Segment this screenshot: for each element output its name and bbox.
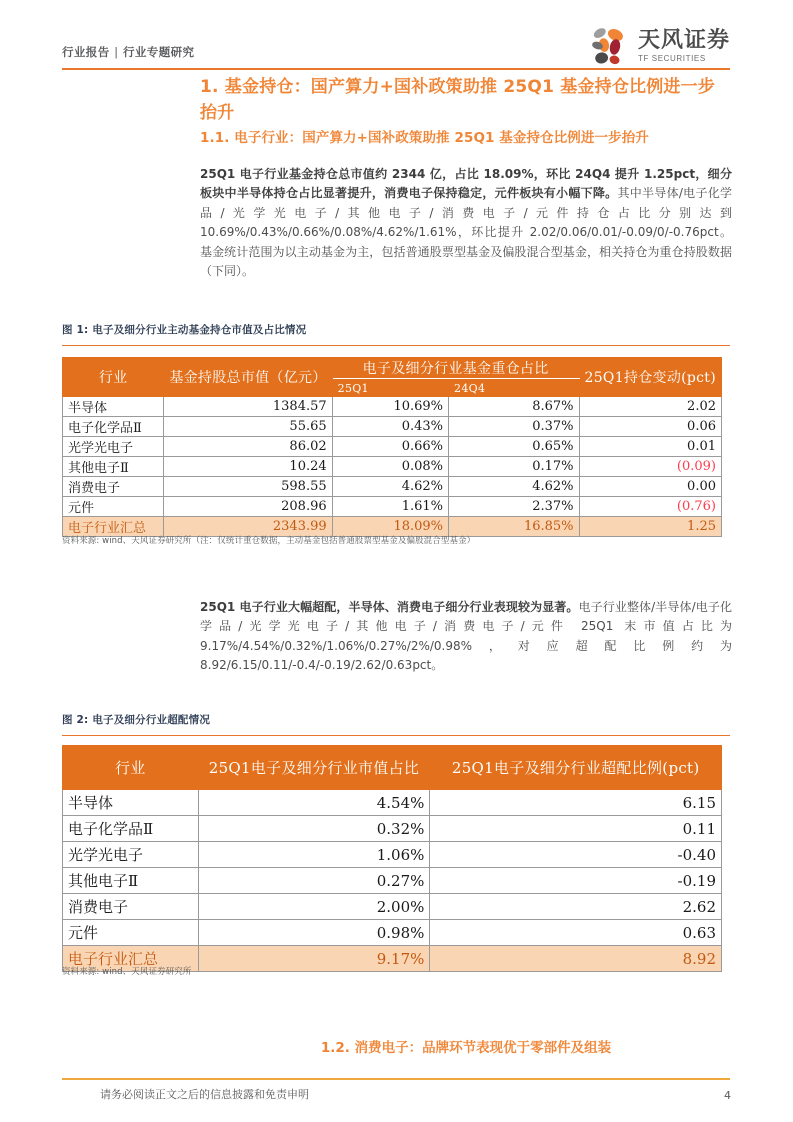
- cell-share: 2.00%: [198, 894, 430, 920]
- table-fund-holdings-head: [63, 358, 722, 397]
- cell-industry: 光学光电子: [63, 437, 164, 457]
- cell-24q4: 2.37%: [449, 497, 579, 517]
- cell-industry: 电子化学品Ⅱ: [63, 417, 164, 437]
- paragraph-2: [200, 598, 732, 676]
- page-header: [62, 27, 730, 70]
- cell-25q1: 10.69%: [332, 397, 448, 417]
- cell-industry: 光学光电子: [63, 842, 199, 868]
- cell-industry: 其他电子Ⅱ: [63, 868, 199, 894]
- cell-industry: 其他电子Ⅱ: [63, 457, 164, 477]
- breadcrumb-separator: |: [114, 47, 118, 59]
- cell-share: 4.54%: [198, 790, 430, 816]
- paragraph-2-lead-label: 25Q1: [200, 600, 236, 614]
- col-header-group-weight: 电子及细分行业基金重仓占比: [332, 358, 579, 379]
- cell-24q4: 8.67%: [449, 397, 579, 417]
- table-row: [63, 417, 722, 437]
- cell-24q4: 0.37%: [449, 417, 579, 437]
- cell-change: 0.06: [579, 417, 721, 437]
- section-heading-1: 1. 基金持仓：国产算力+国补政策助推 25Q1 基金持仓比例进一步抬升: [200, 77, 716, 123]
- cell-share: 9.17%: [198, 946, 430, 972]
- table-row: [63, 790, 722, 816]
- table-overweight: [62, 745, 722, 972]
- table-overweight-body: [63, 790, 722, 972]
- figure-2-caption-rule: [62, 735, 730, 736]
- cell-25q1: 18.09%: [332, 517, 448, 537]
- logo-wordmark: [638, 29, 730, 63]
- col-header-industry: 行业: [63, 358, 164, 397]
- paragraph-1-lead-label: 25Q1: [200, 167, 236, 181]
- cell-change: 0.00: [579, 477, 721, 497]
- cell-share: 0.32%: [198, 816, 430, 842]
- cell-24q4: 4.62%: [449, 477, 579, 497]
- cell-overweight: 8.92: [430, 946, 722, 972]
- cell-25q1: 4.62%: [332, 477, 448, 497]
- table-header-row: [63, 746, 722, 790]
- cell-overweight: 0.63: [430, 920, 722, 946]
- cell-25q1: 0.66%: [332, 437, 448, 457]
- footer-disclaimer: 请务必阅读正文之后的信息披露和免责申明: [100, 1088, 309, 1101]
- table-row: [63, 437, 722, 457]
- cell-overweight: -0.40: [430, 842, 722, 868]
- table-row: [63, 894, 722, 920]
- figure-2-source: 资料来源: wind、天风证券研究所: [62, 967, 192, 977]
- footer-divider: [62, 1078, 730, 1080]
- cell-24q4: 0.17%: [449, 457, 579, 477]
- figure-1-source: 资料来源: wind、天风证券研究所（注：仅统计重仓数据，主动基金包括普通股票型基金及偏股混合型基金）: [62, 536, 476, 546]
- cell-industry: 电子化学品Ⅱ: [63, 816, 199, 842]
- cell-24q4: 16.85%: [449, 517, 579, 537]
- paragraph-1: [200, 165, 732, 281]
- table-row: [63, 920, 722, 946]
- figure-1-caption-rule: [62, 345, 730, 346]
- breadcrumb-main: 行业报告: [62, 47, 110, 59]
- cell-25q1: 1.61%: [332, 497, 448, 517]
- cell-industry: 半导体: [63, 397, 164, 417]
- cell-total-value: 2343.99: [164, 517, 332, 537]
- paragraph-1-body: 其中半导体/电子化学品/光学光电子/其他电子/消费电子/元件持仓占比分别达到 10.69%/0.43%/0.66%/0.08%/4.62%/1.61%，环比提升 2.02/0.06/0.01/-0.09/0/-0.76pct。基金统计范围为以主动基金为主，包括普通股票型基金及偏股混合型基金，相关持仓为重仓持股数据（下同）。: [200, 186, 732, 279]
- cell-industry: 电子行业汇总: [63, 517, 164, 537]
- cell-25q1: 0.43%: [332, 417, 448, 437]
- col-header-change: 25Q1持仓变动(pct): [579, 358, 721, 397]
- figure-1-caption: 图 1: 电子及细分行业主动基金持仓市值及占比情况: [62, 324, 307, 336]
- cell-overweight: 0.11: [430, 816, 722, 842]
- cell-change: (0.09): [579, 457, 721, 477]
- logo-name-cn: 天风证券: [637, 27, 730, 53]
- cell-total-value: 86.02: [164, 437, 332, 457]
- cell-total-value: 55.65: [164, 417, 332, 437]
- cell-total-value: 208.96: [164, 497, 332, 517]
- col-header-share: 25Q1电子及细分行业市值占比: [198, 746, 430, 790]
- tf-flower-icon: [586, 23, 632, 69]
- breadcrumb: [62, 44, 194, 60]
- cell-industry: 元件: [63, 920, 199, 946]
- cell-overweight: 6.15: [430, 790, 722, 816]
- cell-industry: 电子行业汇总: [63, 946, 199, 972]
- cell-overweight: -0.19: [430, 868, 722, 894]
- cell-share: 0.98%: [198, 920, 430, 946]
- table-fund-holdings: [62, 357, 722, 537]
- table-row: [63, 868, 722, 894]
- col-header-24q4: 24Q4: [449, 379, 579, 397]
- cell-change: 1.25: [579, 517, 721, 537]
- table-row: [63, 816, 722, 842]
- cell-industry: 消费电子: [63, 894, 199, 920]
- footer-page-number: 4: [724, 1089, 731, 1102]
- cell-change: (0.76): [579, 497, 721, 517]
- cell-change: 0.01: [579, 437, 721, 457]
- table-row: [63, 497, 722, 517]
- cell-total-value: 10.24: [164, 457, 332, 477]
- paragraph-1-bold: 电子行业基金持仓总市值约 2344 亿，占比 18.09%，环比 24Q4 提升 1.25pct，细分板块中半导体持仓占比显著提升，消费电子保持稳定，元件板块有小幅下降。: [200, 167, 732, 201]
- cell-change: 2.02: [579, 397, 721, 417]
- logo-name-en: TF SECURITIES: [637, 54, 706, 64]
- table-header-row-top: [63, 358, 722, 379]
- subsection-heading-1-2: 1.2. 消费电子：品牌环节表现优于零部件及组装: [320, 1040, 612, 1056]
- breadcrumb-sub: 行业专题研究: [123, 47, 195, 59]
- col-header-overweight: 25Q1电子及细分行业超配比例(pct): [430, 746, 722, 790]
- table-overweight-head: [63, 746, 722, 790]
- cell-overweight: 2.62: [430, 894, 722, 920]
- cell-industry: 半导体: [63, 790, 199, 816]
- figure-2-caption: 图 2: 电子及细分行业超配情况: [62, 714, 211, 726]
- cell-industry: 消费电子: [63, 477, 164, 497]
- table-row: [63, 397, 722, 417]
- company-logo: [586, 20, 730, 72]
- paragraph-2-bold: 电子行业大幅超配，半导体、消费电子细分行业表现较为显著。: [235, 600, 579, 614]
- cell-share: 0.27%: [198, 868, 430, 894]
- subsection-heading-1-1: 1.1. 电子行业：国产算力+国补政策助推 25Q1 基金持仓比例进一步抬升: [200, 130, 649, 146]
- cell-share: 1.06%: [198, 842, 430, 868]
- table-row: [63, 457, 722, 477]
- col-header-25q1: 25Q1: [332, 379, 448, 397]
- cell-total-value: 598.55: [164, 477, 332, 497]
- table-row: [63, 477, 722, 497]
- table-row: [63, 842, 722, 868]
- header-divider: [62, 68, 730, 70]
- cell-25q1: 0.08%: [332, 457, 448, 477]
- paragraph-2-body: 电子行业整体/半导体/电子化学品/光学光电子/其他电子/消费电子/元件 25Q1 末市值占比为 9.17%/4.54%/0.32%/1.06%/0.27%/2%/0.98%，对应超配比例约为 8.92/6.15/0.11/-0.4/-0.19/2.62/0.63pct。: [200, 600, 732, 673]
- cell-industry: 元件: [63, 497, 164, 517]
- table-fund-holdings-body: [63, 397, 722, 537]
- cell-total-value: 1384.57: [164, 397, 332, 417]
- cell-24q4: 0.65%: [449, 437, 579, 457]
- col-header-industry: 行业: [63, 746, 199, 790]
- col-header-total-value: 基金持股总市值（亿元）: [164, 358, 332, 397]
